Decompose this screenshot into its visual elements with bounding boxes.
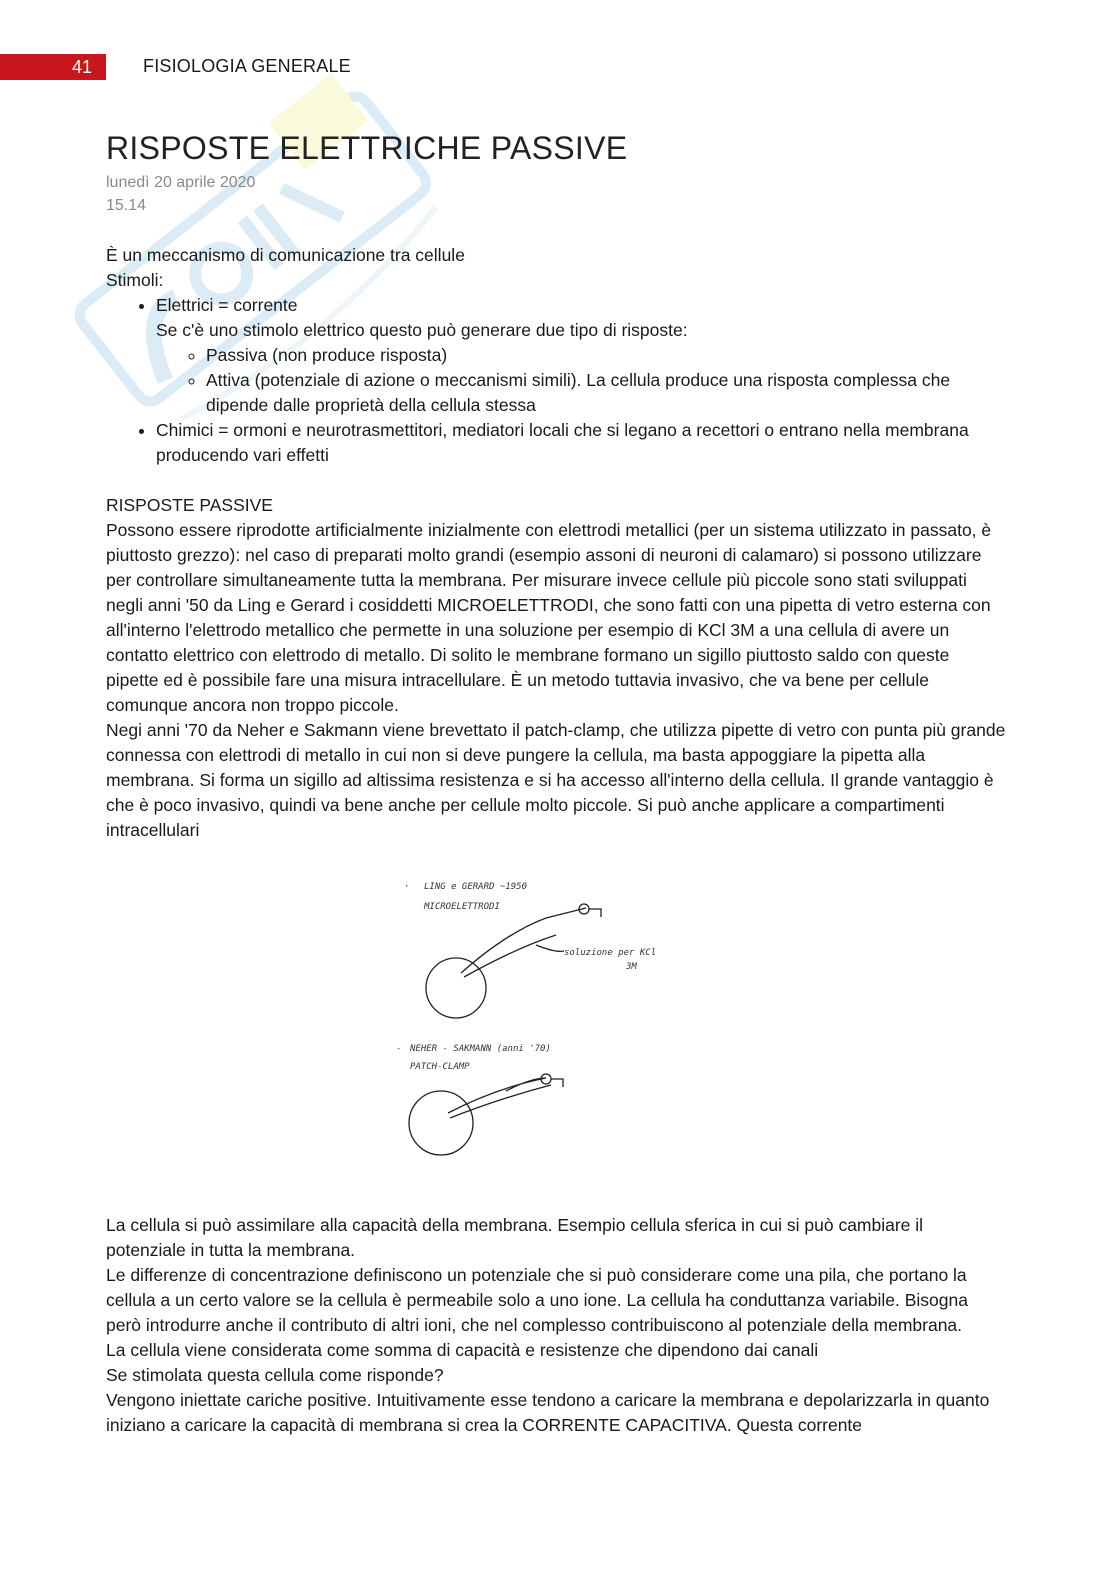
sketch-cell-1 <box>426 958 486 1018</box>
after-paragraph-5: Vengono iniettate cariche positive. Intuitivamente esse tendono a caricare la membrana e depolarizzarla in quanto iniziano a caricare la capacità di membrana si crea la CORRENTE CAPACITIVA. Questa corrente <box>106 1390 990 1435</box>
sub-bullet-passive: ◦ Passiva (non produce risposta) <box>206 343 1006 368</box>
page-number: 41 <box>0 54 106 80</box>
sub-bullet-active: ◦ Attiva (potenziale di azione o meccanismi simili). La cellula produce una risposta complessa che dipende dalle proprietà della cellula stessa <box>206 368 1006 418</box>
bullet-electric-sub: Se c'è uno stimolo elettrico questo può generare due tipo di risposte: <box>156 320 688 340</box>
section-paragraph-2: Negi anni '70 da Neher e Sakmann viene brevettato il patch-clamp, che utilizza pipette di vetro con punta più grande connessa con elettrodi di metallo in cui non si deve pungere la cellula, ma basta appoggiare la pipetta alla membrana. Si forma un sigillo ad altissima resistenza e si ha accesso all'interno della cellula. Il grande vantaggio è che è poco invasivo, quindi va bene anche per cellule molto piccole. Si può anche applicare a compartimenti intracellulari <box>106 720 1006 840</box>
sketch-label-ling: LING e GERARD ~1950 <box>424 882 527 892</box>
bullet-chemical: • Chimici = ormoni e neurotrasmettitori, mediatori locali che si legano a recettori o entrano nella membrana producendo vari effetti <box>156 418 1006 468</box>
after-paragraph-2: Le differenze di concentrazione definiscono un potenziale che si può considerare come una pila, che portano la cellula a un certo valore se la cellula è permeabile solo a uno ione. La cellula ha conduttanza variabile. Bisogna però introdurre anche il contributo di altri ioni, che nel complesso contribuiscono al potenziale della membrana. <box>106 1265 968 1335</box>
bullet-electric-text: Elettrici = corrente <box>156 295 298 315</box>
intro-line-1: È un meccanismo di comunicazione tra cellule <box>106 245 465 265</box>
sketch-cell-2 <box>409 1091 473 1155</box>
bullet-electric <box>156 293 1006 418</box>
sketch-label-3m: 3M <box>626 962 637 972</box>
section-paragraph-1: Possono essere riprodotte artificialmente inizialmente con elettrodi metallici (per un sistema utilizzato in passato, è piuttosto grezzo): nel caso di preparati molto grandi (esempio assoni di neuroni di calamaro) si possono utilizzare per controllare simultaneamente tutta la membrana. Per misurare invece cellule più piccole sono stati sviluppati negli anni '50 da Ling e Gerard i cosiddetti MICROELETTRODI, che sono fatti con una pipetta di vetro esterna con all'interno l'elettrodo metallico che permette in una soluzione per esempio di KCl 3M a una cellula di avere un contatto elettrico con elettrodo di metallo. Di solito le membrane formano un sigillo piuttosto saldo con queste pipette ed è possibile fare una misura intracellulare. È un metodo tuttavia invasivo, che va bene per cellule comunque ancora non troppo piccole. <box>106 520 992 715</box>
sketch-pipette-2 <box>448 1078 551 1118</box>
hand-drawn-sketch <box>386 873 666 1168</box>
note-date: lunedì 20 aprile 2020 <box>106 174 256 191</box>
sketch-label-patch: PATCH-CLAMP <box>410 1062 470 1072</box>
after-paragraph-3: La cellula viene considerata come somma di capacità e resistenze che dipendono dai canali <box>106 1340 819 1360</box>
after-paragraph-4: Se stimolata questa cellula come risponde? <box>106 1365 444 1385</box>
sketch-label-micro: MICROELETTRODI <box>424 902 500 912</box>
sketch-label-kcl: soluzione per KCl <box>564 948 657 958</box>
sketch-label-1: · <box>404 882 410 892</box>
section-title: RISPOSTE PASSIVE <box>106 495 273 515</box>
header-title: FISIOLOGIA GENERALE <box>143 56 351 76</box>
note-time: 15.14 <box>106 197 147 214</box>
intro-line-2: Stimoli: <box>106 270 164 290</box>
sketch-label-neher: NEHER - SAKMANN (anni '70) <box>410 1044 551 1054</box>
note-title: RISPOSTE ELETTRICHE PASSIVE <box>106 130 628 166</box>
after-paragraph-1: La cellula si può assimilare alla capacità della membrana. Esempio cellula sferica in cui si può cambiare il potenziale in tutta la membrana. <box>106 1215 924 1260</box>
sketch-label-2: - <box>396 1044 402 1054</box>
sketch-pipette-1 <box>461 908 586 977</box>
